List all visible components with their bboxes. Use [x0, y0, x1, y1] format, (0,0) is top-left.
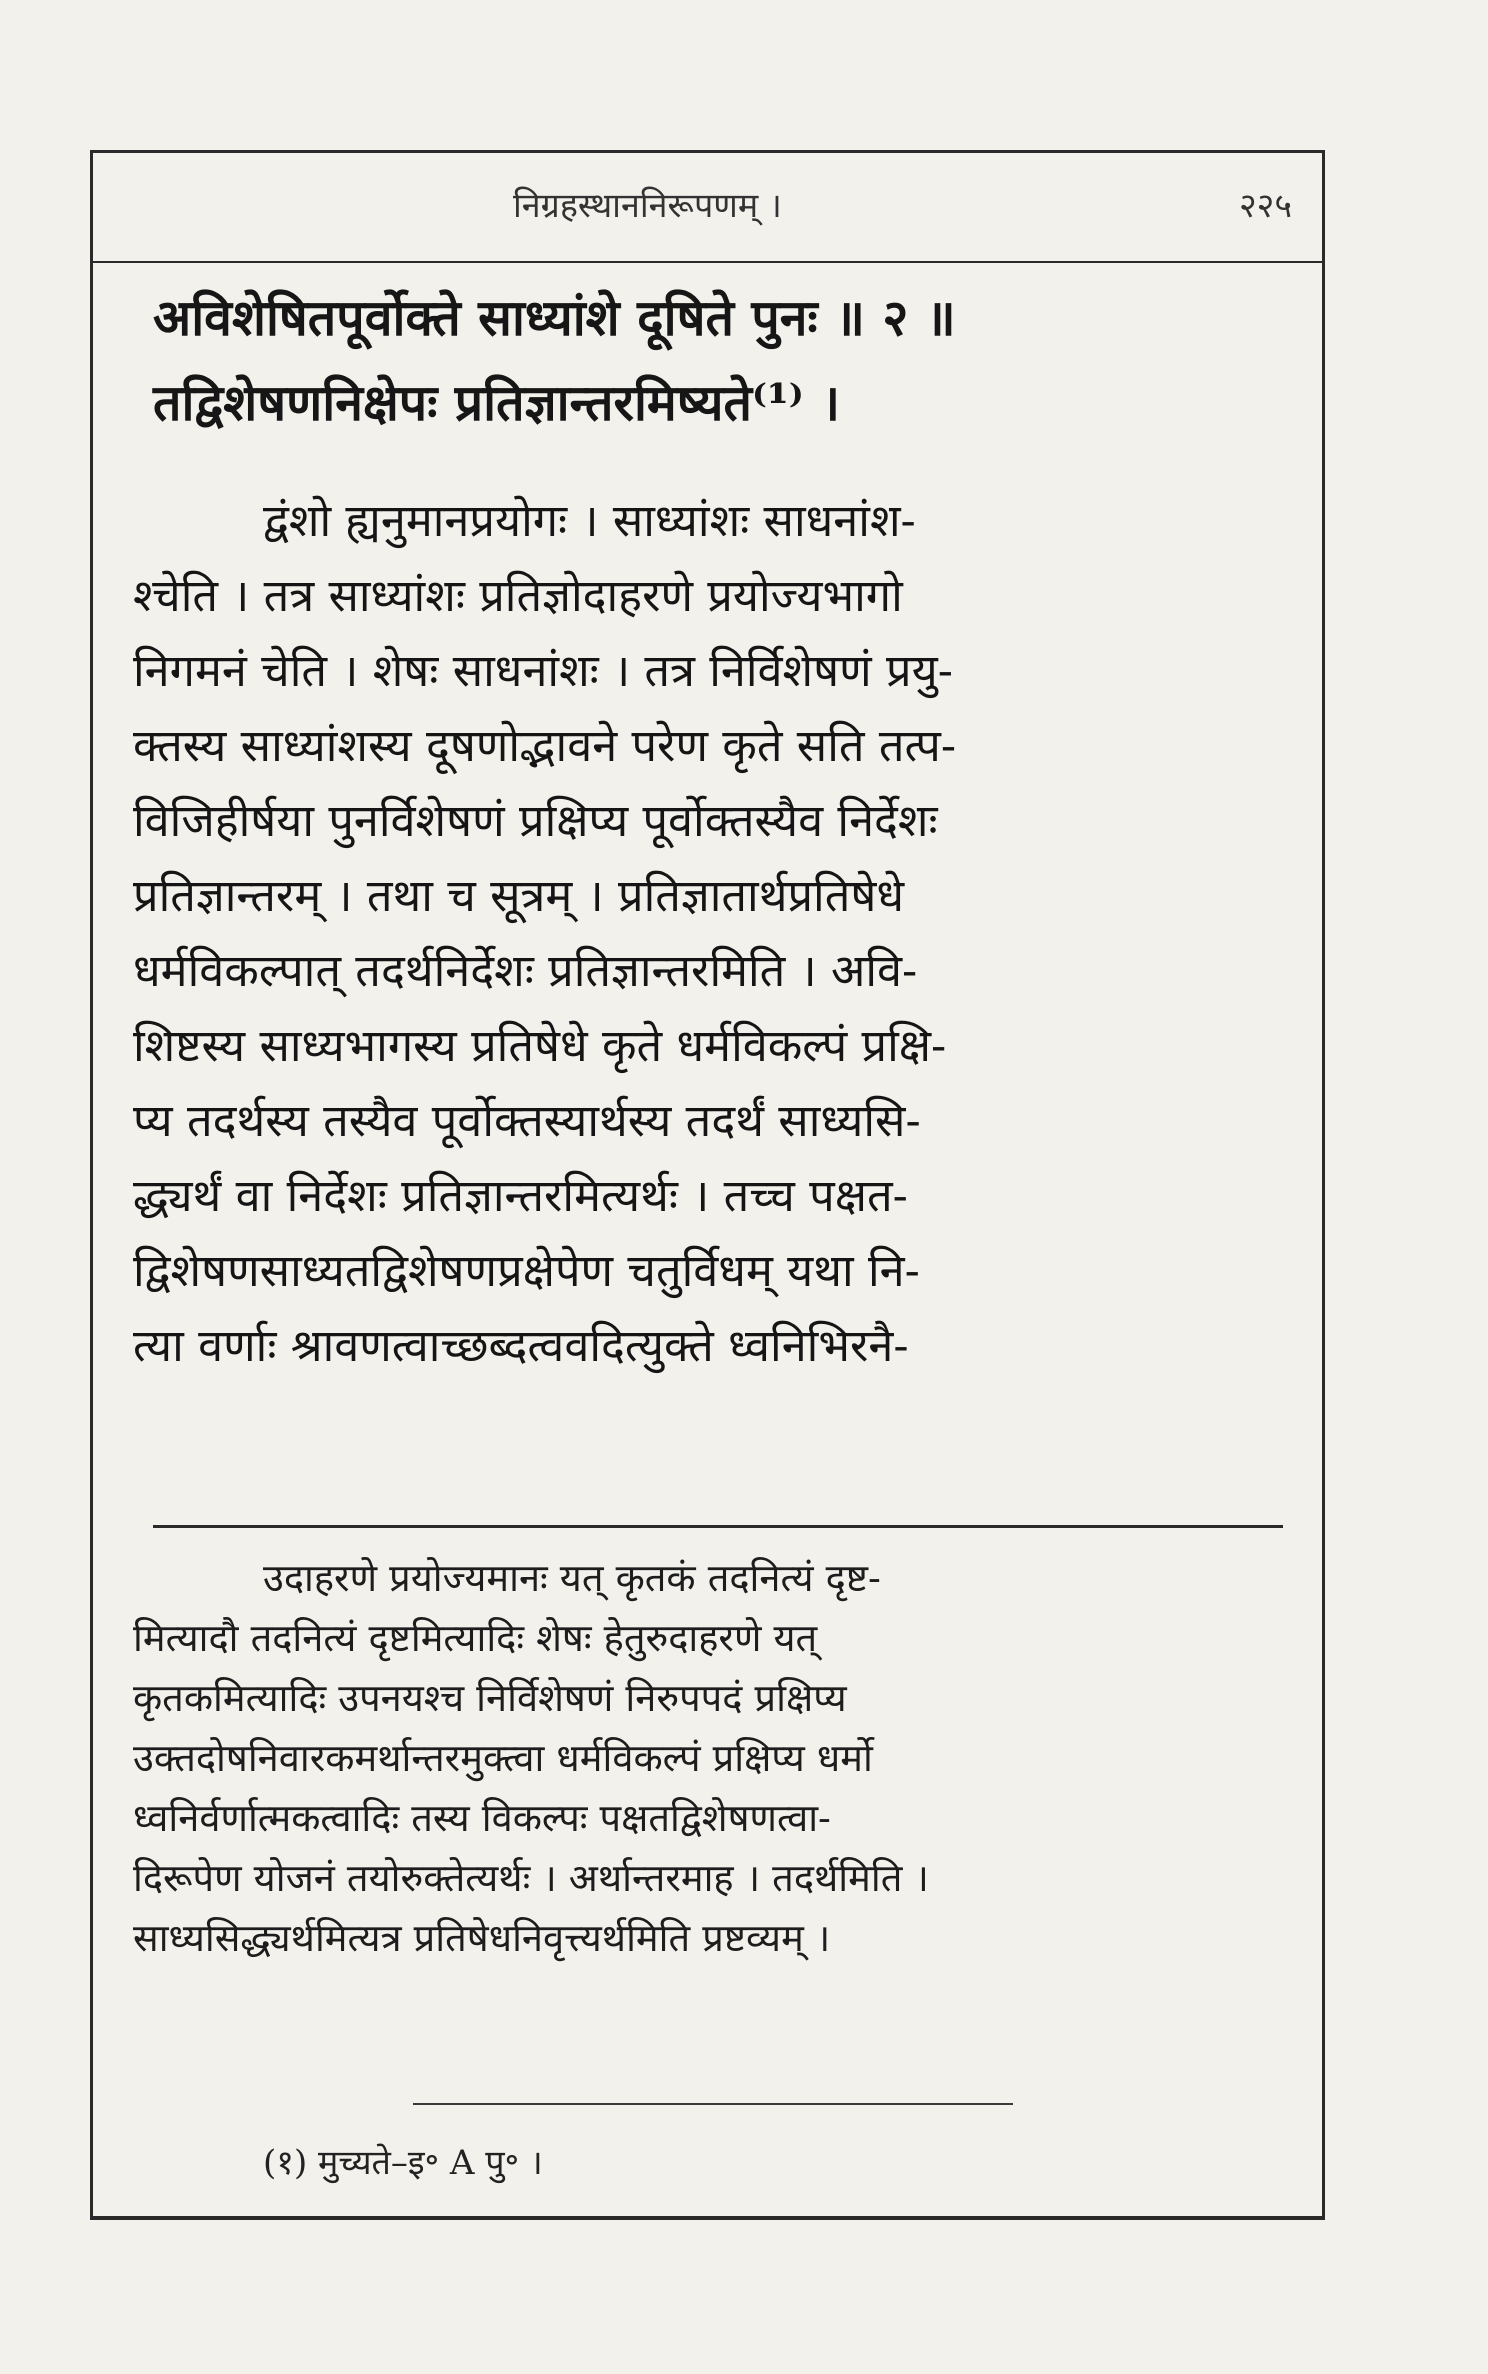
commentary-line: द्विशेषणसाध्यतद्विशेषणप्रक्षेपेण चतुर्विधम् यथा नि-	[133, 1244, 920, 1297]
header-title: निग्रहस्थाननिरूपणम् ।	[513, 186, 782, 226]
commentary-line: क्तस्य साध्यांशस्य दूषणोद्भावने परेण कृते सति तत्प-	[133, 719, 957, 772]
commentary-line: शिष्टस्य साध्यभागस्य प्रतिषेधे कृते धर्मविकल्पं प्रक्षि-	[133, 1019, 947, 1072]
page-number: २२५	[1238, 186, 1292, 226]
note-line: कृतकमित्यादिः उपनयश्च निर्विशेषणं निरुपपदं प्रक्षिप्य	[133, 1676, 847, 1720]
note-line: साध्यसिद्ध्यर्थमित्यत्र प्रतिषेधनिवृत्त्यर्थमिति प्रष्टव्यम् ।	[133, 1916, 831, 1960]
verse-line-2: तद्विशेषणनिक्षेपः प्रतिज्ञान्तरमिष्यते⁽¹⁾ ।	[153, 373, 841, 432]
note-line: ध्वनिर्वर्णात्मकत्वादिः तस्य विकल्पः पक्षतद्विशेषणत्वा-	[133, 1796, 831, 1840]
subcommentary-block	[133, 1548, 1298, 1968]
footnote-divider	[413, 2103, 1013, 2105]
running-header	[93, 153, 1322, 263]
commentary-line: विजिहीर्षया पुनर्विशेषणं प्रक्षिप्य पूर्वोक्तस्यैव निर्देशः	[133, 794, 938, 847]
commentary-line: त्या वर्णाः श्रावणत्वाच्छब्दत्ववदित्युक्ते ध्वनिभिरनै-	[133, 1319, 909, 1372]
commentary-line: श्चेति । तत्र साध्यांशः प्रतिज्ञोदाहरणे प्रयोज्यभागो	[133, 569, 903, 622]
page-frame	[90, 150, 1325, 2220]
commentary-line: निगमनं चेति । शेषः साधनांशः । तत्र निर्विशेषणं प्रयु-	[133, 644, 953, 697]
commentary-line: धर्मविकल्पात् तदर्थनिर्देशः प्रतिज्ञान्तरमिति । अवि-	[133, 944, 918, 997]
note-line: दिरूपेण योजनं तयोरुक्तेत्यर्थः । अर्थान्तरमाह । तदर्थमिति ।	[133, 1856, 929, 1900]
footnote: (१) मुच्यते–इ॰ A पु॰ ।	[263, 2143, 543, 2183]
commentary-block	[133, 483, 1298, 1383]
note-line: मित्यादौ तदनित्यं दृष्टमित्यादिः शेषः हेतुरुदाहरणे यत्	[133, 1616, 818, 1660]
commentary-line: प्रतिज्ञान्तरम् । तथा च सूत्रम् । प्रतिज्ञातार्थप्रतिषेधे	[133, 869, 905, 922]
note-line: उदाहरणे प्रयोज्यमानः यत् कृतकं तदनित्यं दृष्ट-	[263, 1556, 881, 1600]
commentary-line: द्ध्यर्थं वा निर्देशः प्रतिज्ञान्तरमित्यर्थः । तच्च पक्षत-	[133, 1169, 908, 1222]
note-line: उक्तदोषनिवारकमर्थान्तरमुक्त्वा धर्मविकल्पं प्रक्षिप्य धर्मो	[133, 1736, 873, 1780]
commentary-line: प्य तदर्थस्य तस्यैव पूर्वोक्तस्यार्थस्य तदर्थं साध्यसि-	[133, 1094, 921, 1147]
verse-line-1: अविशेषितपूर्वोक्ते साध्यांशे दूषिते पुनः ॥ २ ॥	[153, 288, 956, 347]
commentary-line: द्वंशो ह्यनुमानप्रयोगः । साध्यांशः साधनांश-	[263, 494, 916, 547]
section-divider	[153, 1525, 1283, 1528]
